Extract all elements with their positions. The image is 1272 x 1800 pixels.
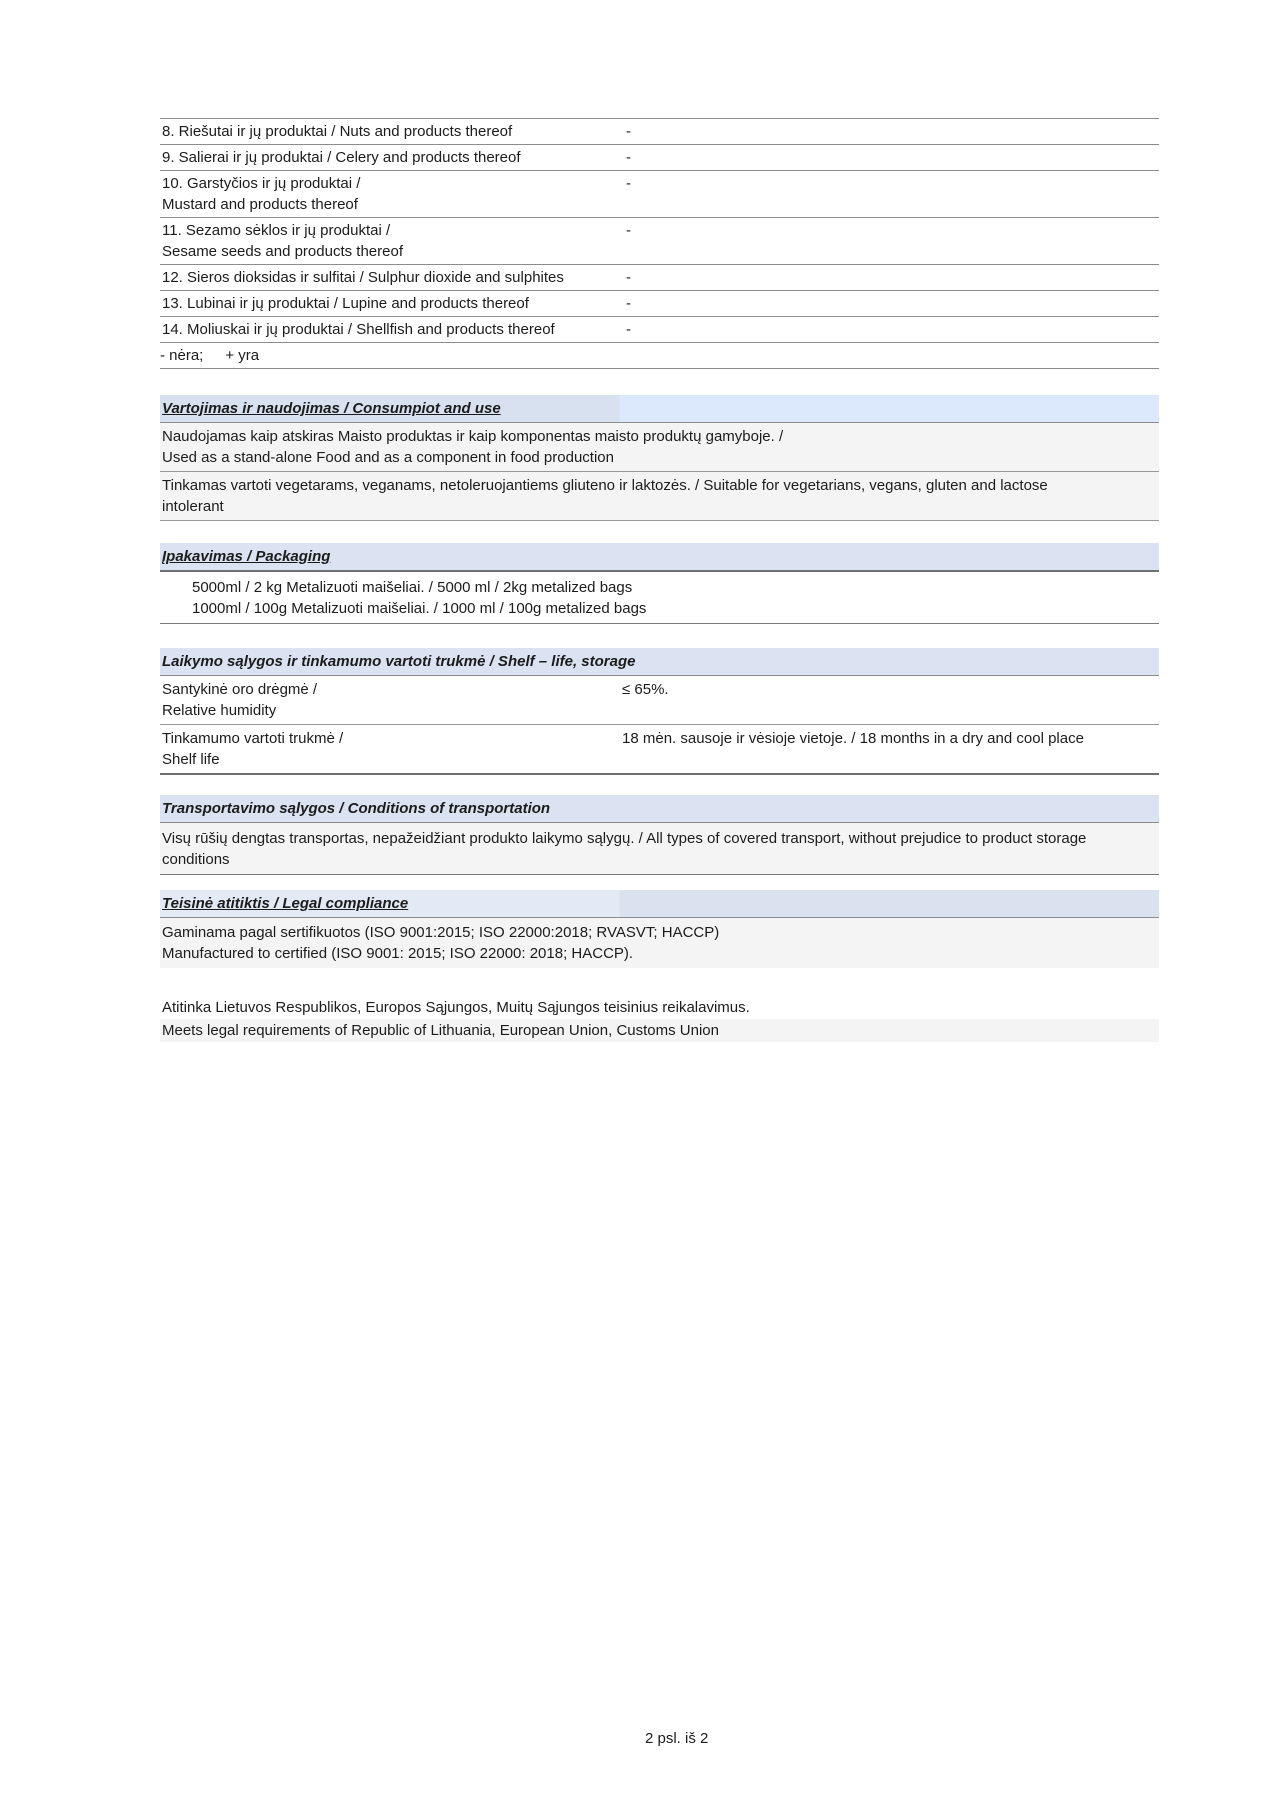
table-row <box>160 119 1159 145</box>
allergen-value: - <box>626 123 631 140</box>
allergen-label: 9. Salierai ir jų produktai / Celery and products thereof <box>162 149 521 166</box>
storage-row-shelf-life <box>160 725 1159 775</box>
section-title: Transportavimo sąlygos / Conditions of transportation <box>162 800 551 817</box>
spacer <box>160 968 1159 996</box>
section-title: Teisinė atitiktis / Legal compliance <box>162 895 409 912</box>
packaging-line-2: 1000ml / 100g Metalizuoti maišeliai. / 1000 ml / 100g metalized bags <box>192 600 647 617</box>
table-row <box>160 145 1159 171</box>
allergen-label-line2: Mustard and products thereof <box>162 196 358 213</box>
allergen-value: - <box>626 321 631 338</box>
section-header-consumption <box>160 395 1159 423</box>
legal-cert-en: Manufactured to certified (ISO 9001: 2015; ISO 22000: 2018; HACCP). <box>162 945 634 962</box>
allergen-value: - <box>626 295 631 312</box>
storage-value: ≤ 65%. <box>622 681 669 698</box>
allergen-label-line1: 11. Sezamo sėklos ir jų produktai / <box>162 222 391 239</box>
storage-value: 18 mėn. sausoje ir vėsioje vietoje. / 18 months in a dry and cool place <box>622 730 1084 747</box>
storage-label-en: Shelf life <box>162 751 220 768</box>
allergen-label: 14. Moliuskai ir jų produktai / Shellfish and products thereof <box>162 321 555 338</box>
legend-minus: - nėra; <box>160 347 204 364</box>
allergen-label <box>160 220 622 262</box>
allergen-label-line2: Sesame seeds and products thereof <box>162 243 403 260</box>
consumption-row-2 <box>160 472 1159 521</box>
packaging-block <box>160 572 1159 624</box>
legend-plus: + yra <box>225 347 260 364</box>
storage-row-humidity <box>160 676 1159 725</box>
allergen-value: - <box>626 175 631 192</box>
section-header-legal <box>160 890 1159 918</box>
table-row <box>160 265 1159 291</box>
allergen-table <box>160 118 1159 369</box>
section-title: Laikymo sąlygos ir tinkamumo vartoti trukmė / Shelf – life, storage <box>162 653 636 670</box>
allergen-value: - <box>626 222 631 239</box>
packaging-line-1: 5000ml / 2 kg Metalizuoti maišeliai. / 5000 ml / 2kg metalized bags <box>192 579 633 596</box>
allergen-label: 13. Lubinai ir jų produktai / Lupine and products thereof <box>162 295 529 312</box>
legal-cert-block <box>160 918 1159 968</box>
allergen-label: 8. Riešutai ir jų produktai / Nuts and products thereof <box>162 123 513 140</box>
consumption-text-lt: Naudojamas kaip atskiras Maisto produktas ir kaip komponentas maisto produktų gamyboje. / <box>162 428 784 445</box>
transport-text-wrap: conditions <box>162 851 230 868</box>
storage-label-lt: Tinkamumo vartoti trukmė / <box>162 730 344 747</box>
consumption-text-en: Used as a stand-alone Food and as a component in food production <box>162 449 614 466</box>
storage-label-lt: Santykinė oro drėgmė / <box>162 681 318 698</box>
section-title: Vartojimas ir naudojimas / Consumpiot and use <box>162 400 501 417</box>
page-number: 2 psl. iš 2 <box>645 1730 709 1747</box>
consumption-text-lt-en: Tinkamas vartoti vegetarams, veganams, netoleruojantiems gliuteno ir laktozės. / Suitable for vegetarians, vegans, gluten and lactose <box>162 477 1048 494</box>
transport-text: Visų rūšių dengtas transportas, nepažeidžiant produkto laikymo sąlygų. / All types of covered transport, without prejudice to product storage <box>162 830 1087 847</box>
storage-label-en: Relative humidity <box>162 702 277 719</box>
storage-label <box>160 679 622 721</box>
storage-label <box>160 728 622 770</box>
legal-requirements-en: Meets legal requirements of Republic of Lithuania, European Union, Customs Union <box>160 1019 1159 1042</box>
table-row <box>160 291 1159 317</box>
legal-cert-lt: Gaminama pagal sertifikuotos (ISO 9001:2015; ISO 22000:2018; RVASVT; HACCP) <box>162 924 720 941</box>
section-header-packaging <box>160 543 1159 572</box>
document-content <box>160 118 1159 1042</box>
table-row <box>160 218 1159 265</box>
allergen-value: - <box>626 269 631 286</box>
section-header-transport <box>160 795 1159 823</box>
allergen-label-line1: 10. Garstyčios ir jų produktai / <box>162 175 361 192</box>
allergen-value: - <box>626 149 631 166</box>
section-title: Įpakavimas / Packaging <box>162 548 331 565</box>
transport-block <box>160 823 1159 875</box>
legal-requirements-lt: Atitinka Lietuvos Respublikos, Europos Sąjungos, Muitų Sąjungos teisinius reikalavimus. <box>162 999 750 1016</box>
table-row <box>160 171 1159 218</box>
allergen-label <box>160 173 622 215</box>
consumption-row-1 <box>160 423 1159 472</box>
allergen-label: 12. Sieros dioksidas ir sulfitai / Sulphur dioxide and sulphites <box>162 269 564 286</box>
table-row <box>160 317 1159 343</box>
allergen-legend <box>160 343 1159 369</box>
consumption-text-wrap: intolerant <box>162 498 224 515</box>
section-header-storage <box>160 648 1159 676</box>
